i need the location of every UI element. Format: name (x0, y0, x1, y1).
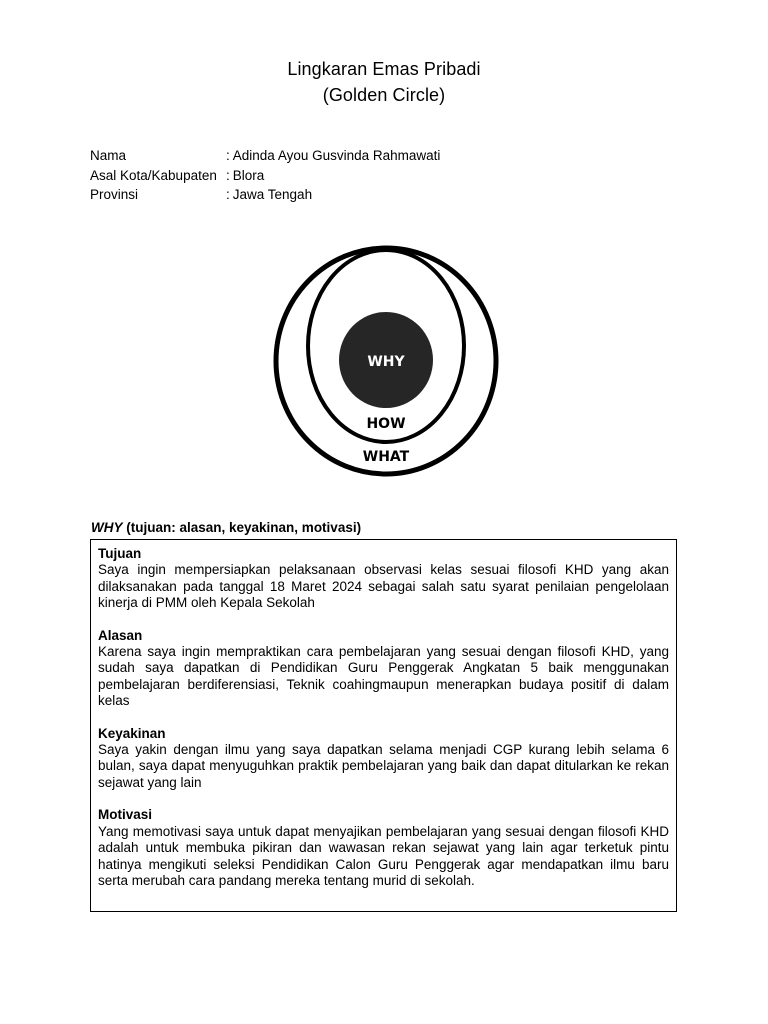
section-motivasi (98, 807, 669, 889)
golden-circle-diagram (273, 245, 499, 477)
section-alasan (98, 628, 669, 710)
section-title: Alasan (98, 627, 143, 643)
profile-value: Adinda Ayou Gusvinda Rahmawati (229, 148, 441, 163)
profile-label: Nama (90, 148, 127, 163)
why-keyword: WHY (91, 520, 123, 535)
what-label: WHAT (362, 449, 410, 465)
why-heading-rest: (tujuan: alasan, keyakinan, motivasi) (122, 520, 362, 535)
profile-label: Provinsi (90, 187, 139, 202)
profile-separator: : (226, 167, 230, 183)
how-label: HOW (366, 416, 406, 432)
profile-value: Jawa Tengah (232, 187, 313, 202)
section-title: Tujuan (98, 546, 142, 561)
why-label: WHY (367, 354, 405, 370)
profile-separator: : (226, 148, 230, 163)
document-subtitle: (Golden Circle) (322, 85, 446, 105)
golden-circle-svg (273, 245, 499, 477)
section-title: Motivasi (98, 807, 153, 823)
profile-separator: : (226, 187, 230, 202)
profile-row-nama (90, 146, 440, 166)
document-title: Lingkaran Emas Pribadi (287, 59, 481, 79)
profile-row-provinsi (90, 185, 440, 205)
profile-row-asal (90, 166, 440, 186)
section-title: Keyakinan (98, 725, 166, 741)
section-text: Yang memotivasi saya untuk dapat menyajikan pembelajaran yang sesuai dengan filosofi KHD adalah untuk membuka pikiran dan wawasan rekan sejawat yang lain agar terketuk pintu hatinya mengikuti seleksi Pendidikan Calon Guru Penggerak agar mendapatkan ilmu baru serta merubah cara pandang mereka tentang murid di sekolah. (98, 823, 669, 888)
section-keyakinan (98, 726, 669, 792)
why-content-box (90, 539, 677, 912)
section-text: Karena saya ingin mempraktikan cara pembelajaran yang sesuai dengan filosofi KHD, yang sudah saya dapatkan di Pendidikan Guru Penggerak Angkatan 5 baik menggunakan pembelajaran berdiferensiasi, Teknik coahingmaupun menerapkan budaya positif di dalam kelas (98, 644, 669, 709)
why-section-heading (91, 520, 361, 535)
profile-value: Blora (232, 167, 265, 183)
section-text: Saya yakin dengan ilmu yang saya dapatkan selama menjadi CGP kurang lebih selama 6 bulan, saya dapat menyuguhkan praktik pembelajaran yang baik dan dapat ditularkan ke rekan sejawat yang lain (98, 742, 669, 790)
profile-label: Asal Kota/Kabupaten (90, 167, 217, 183)
section-text: Saya ingin mempersiapkan pelaksanaan observasi kelas sesuai filosofi KHD yang akan dilaksanakan pada tanggal 18 Maret 2024 sebagai salah satu syarat penilaian pengelolaan kinerja di PMM oleh Kepala Sekolah (98, 562, 669, 611)
profile-info (90, 146, 440, 205)
section-tujuan (98, 546, 669, 612)
